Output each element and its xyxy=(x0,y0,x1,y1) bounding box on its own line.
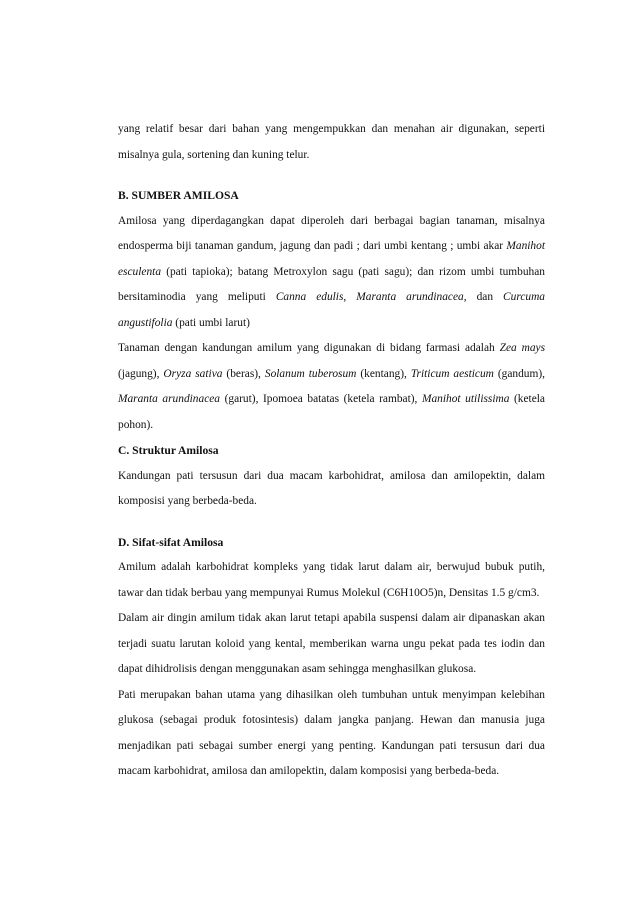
section-d-paragraph-1: Amilum adalah karbohidrat kompleks yang tidak larut dalam air, berwujud bubuk putih, tawar dan tidak berbau yang mempunyai Rumus Molekul (C6H10O5)n, Densitas 1.5 g/cm3. xyxy=(118,561,545,599)
spacer xyxy=(118,515,545,530)
page-content xyxy=(118,117,545,785)
section-b-paragraph-2: Tanaman dengan kandungan amilum yang digunakan di bidang farmasi adalah Zea mays (jagung), Oryza sativa (beras), Solanum tuberosum (kentang), Triticum aesticum (gandum), Maranta arundinacea (garut), Ipomoea batatas (ketela rambat), Manihot utilissima (ketela pohon). xyxy=(118,342,546,431)
section-d-paragraph-3: Pati merupakan bahan utama yang dihasilkan oleh tumbuhan untuk menyimpan kelebihan glukosa (sebagai produk fotosintesis) dalam jangka panjang. Hewan dan manusia juga menjadikan pati sebagai sumber energi yang penting. Kandungan pati tersusun dari dua macam karbohidrat, amilosa dan amilopektin, dalam komposisi yang berbeda-beda. xyxy=(118,688,545,777)
section-b-paragraph-1: Amilosa yang diperdagangkan dapat diperoleh dari berbagai bagian tanaman, misalnya endosperma biji tanaman gandum, jagung dan padi ; dari umbi kentang ; umbi akar Manihot esculenta (pati tapioka); batang Metroxylon sagu (pati sagu); dan rizom umbi tumbuhan bersitaminodia yang meliputi Canna edulis, Maranta arundinacea, dan Curcuma angustifolia (pati umbi larut) xyxy=(118,214,546,329)
spacer xyxy=(118,168,545,183)
section-d-heading: D. Sifat-sifat Amilosa xyxy=(118,535,224,549)
section-d-paragraph-2: Dalam air dingin amilum tidak akan larut tetapi apabila suspensi dalam air dipanaskan akan terjadi suatu larutan koloid yang kental, memberikan warna ungu pekat pada tes iodin dan dapat dihidrolisis dengan menggunakan asam sehingga menghasilkan glukosa. xyxy=(118,612,545,675)
intro-paragraph: yang relatif besar dari bahan yang mengempukkan dan menahan air digunakan, seperti misalnya gula, sortening dan kuning telur. xyxy=(118,123,545,161)
section-c-heading: C. Struktur Amilosa xyxy=(118,444,219,457)
section-c-paragraph-1: Kandungan pati tersusun dari dua macam karbohidrat, amilosa dan amilopektin, dalam komposisi yang berbeda-beda. xyxy=(118,469,545,507)
section-b-heading: B. SUMBER AMILOSA xyxy=(118,189,239,202)
